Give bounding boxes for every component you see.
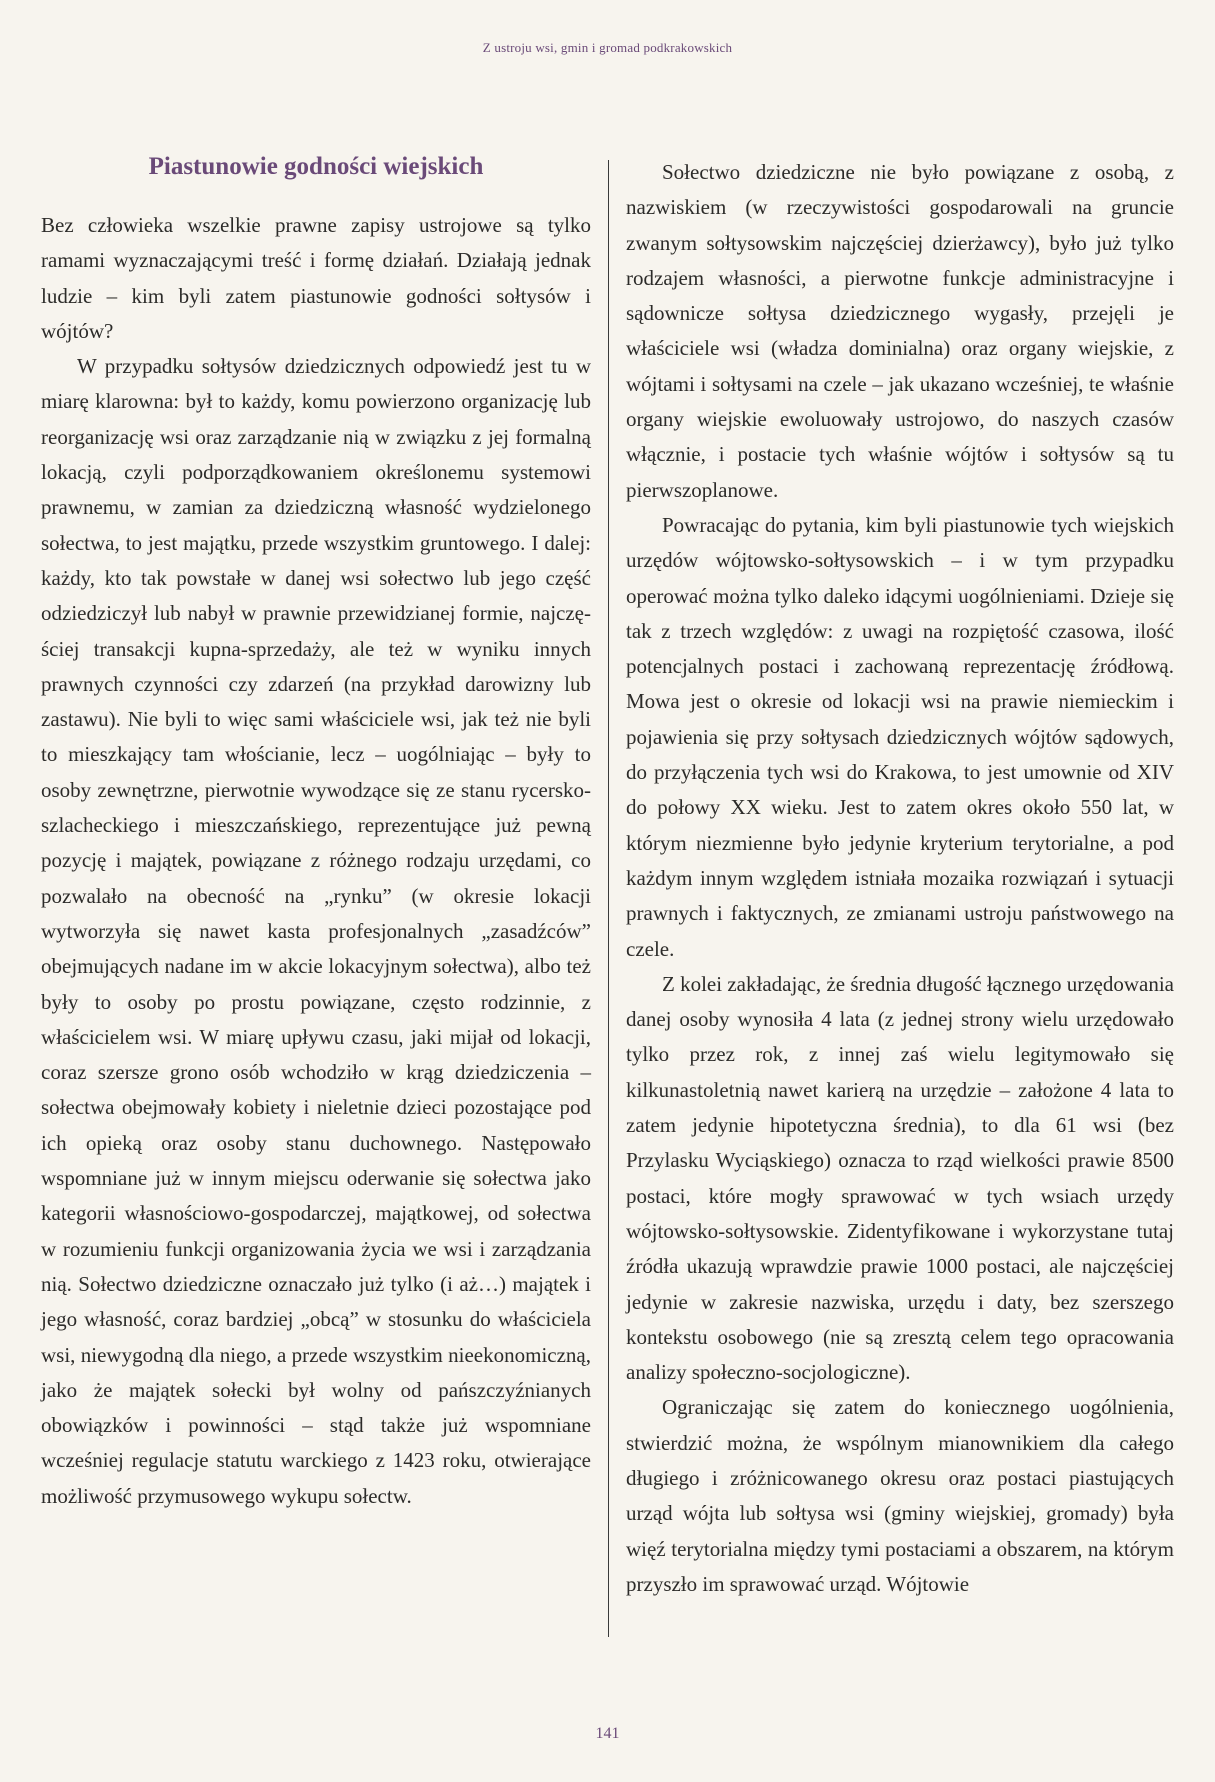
right-column [626, 155, 1174, 1602]
section-title: Piastunowie godności wiejskich [148, 153, 484, 180]
right-paragraph-4: Ograniczając się zatem do koniecznego uogólnienia, stwierdzić można, że wspólnym mianownikiem dla całego długiego i zróżnicowanego okresu oraz postaci piastujących urząd wójta lub sołtysa wsi (gminy wiejskiej, gromady) była więź terytorialna między tymi postaciami a obszarem, na którym przyszło im sprawować urząd. Wójtowie [626, 1395, 1174, 1596]
right-paragraph-2: Powracając do pytania, kim byli piastunowie tych wiejskich urzędów wójtowsko-sołtysowskich – i w tym przypadku operować można tylko daleko idącymi uogólnieniami. Dzieje się tak z trzech względów: z uwagi na rozpiętość czasowa, ilość potencjalnych postaci i zachowaną reprezentację źródłową. Mowa jest o okresie od lokacji wsi na prawie niemieckim i pojawienia się przy sołtysach dziedzicznych wójtów sądowych, do przyłączenia tych wsi do Krakowa, to jest umownie od XIV do połowy XX wieku. Jest to zatem okres około 550 lat, w którym niezmienne było jedynie kryterium terytorialne, a pod każdym innym względem istniała mozaika rozwiązań i sytuacji prawnych i faktycznych, ze zmianami ustroju państwowego na czele. [626, 512, 1174, 961]
running-header: Z ustroju wsi, gmin i gromad podkrakowskich [482, 40, 733, 55]
right-paragraph-1: Sołectwo dziedziczne nie było powiązane z osobą, z nazwiskiem (w rzeczywistości gospodarowali na gruncie zwanym sołtysowskim najczęściej dzierżawcy), było już tylko rodzajem własności, a pierwotne funkcje administracyjne i sądownicze sołtysa dziedzicznego wygasły, przejęli je właściciele wsi (władza dominialna) oraz organy wiejskie, z wójtami i sołtysami na czele – jak ukazano wcześniej, te właśnie organy wiejskie ewoluowały ustrojowo, do naszych czasów włącznie, i postacie tych właśnie wójtów i sołtysów są tu pierwszoplanowe. [626, 160, 1174, 502]
left-paragraph-2: W przypadku sołtysów dziedzicznych odpowiedź jest tu w miarę klarowna: był to każdy, komu powierzono organizację lub reorganizację wsi oraz zarządzanie nią w związku z jej formalną lokacją, czyli podporządkowaniem określonemu systemowi prawnemu, w zamian za dziedziczną własność wydzielonego sołectwa, to jest majątku, przede wszystkim gruntowego. I dalej: każdy, kto tak powstałe w danej wsi sołectwo lub jego część odziedziczył lub nabył w prawnie przewidzianej formie, najczęściej transakcji kupna-sprzedaży, ale też w wyniku innych prawnych czynności czy zdarzeń (na przykład darowizny lub zastawu). Nie byli to więc sami właściciele wsi, jak też nie byli to mieszkający tam włościanie, lecz – uogólniając – były to osoby zewnętrzne, pierwotnie wywodzące się ze stanu rycersko-szlacheckiego i mieszczańskiego, reprezentujące już pewną pozycję i majątek, powiązane z różnego rodzaju urzędami, co pozwalało na obecność na „rynku” (w okresie lokacji wytworzyła się nawet kasta profesjonalnych „zasadźców” obejmujących nadane im w akcie lokacyjnym sołectwa), albo też były to osoby po prostu powiązane, często rodzinnie, z właścicielem wsi. W miarę upływu czasu, jaki mijał od lokacji, coraz szersze grono osób wchodziło w krąg dziedziczenia – sołectwa obejmowały kobiety i nieletnie dzieci pozostające pod ich opieką oraz osoby stanu duchownego. Następowało wspomniane już w innym miejscu oderwanie się sołectwa jako kategorii własnościowo-gospodarczej, majątkowej, od sołectwa w rozumieniu funkcji organizowania życia we wsi i zarządzania nią. Sołectwo dziedziczne oznaczało już tylko (i aż…) majątek i jego własność, coraz bardziej „obcą” w stosunku do właściciela wsi, niewygodną dla niego, a przede wszystkim nieekonomiczną, jako że majątek sołecki był wolny od pańszczyźnianych obowiązków i powinności – stąd także już wspomniane wcześniej regulacje statutu warckiego z 1423 roku, otwierające możliwość przymusowego wykupu sołectw. [41, 354, 591, 1508]
left-paragraph-1: Bez człowieka wszelkie prawne zapisy ustrojowe są tylko ramami wyznaczającymi treść i formę działań. Działają jednak ludzie – kim byli zatem piastunowie godności sołtysów i wójtów? [41, 213, 591, 343]
page-number: 141 [595, 1725, 620, 1742]
right-paragraph-3: Z kolei zakładając, że średnia długość łącznego urzędowania danej osoby wynosiła 4 lata (z jednej strony wielu urzędowało tylko przez rok, z innej zaś wielu legitymowało się kilkunastoletnią nawet karierą na urzędzie – założone 4 lata to zatem jedynie hipotetyczna średnia), to dla 61 wsi (bez Przylasku Wyciąskiego) oznacza to rząd wielkości prawie 8500 postaci, które mogły sprawować w tych wsiach urzędy wójtowsko-sołtysowskie. Zidentyfikowane i wykorzystane tutaj źródła ukazują wprawdzie prawie 1000 postaci, ale najczęściej jedynie w zakresie nazwiska, urzędu i daty, bez szerszego kontekstu osobowego (nie są zresztą celem tego opracowania analizy społeczno-socjologiczne). [626, 971, 1174, 1385]
column-divider [608, 160, 609, 1637]
left-column [41, 150, 591, 1514]
